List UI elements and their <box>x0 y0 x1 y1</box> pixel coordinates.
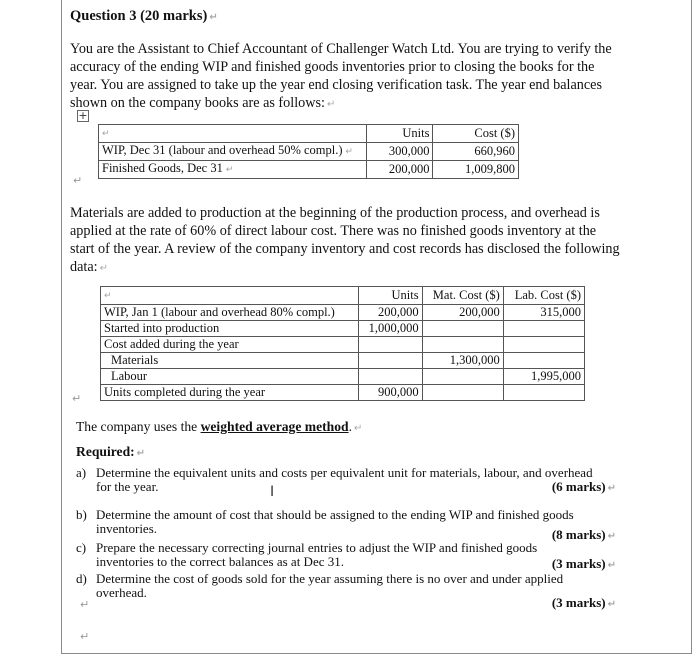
row-label: Started into production <box>101 321 359 337</box>
requirement-marks: (8 marks) <box>551 527 606 542</box>
paragraph-mark: ↵ <box>72 392 82 405</box>
method-emphasis: weighted average method <box>200 419 349 434</box>
mat-cost-value: 1,300,000 <box>422 353 503 369</box>
table-row <box>101 305 585 321</box>
table-row <box>101 353 585 369</box>
row-label: WIP, Dec 31 (labour and overhead 50% compl.) ↵ <box>99 143 367 161</box>
requirement-line: for the year. <box>96 479 159 494</box>
question-title: Question 3 (20 marks) ↵ <box>70 8 218 24</box>
required-heading: Required: ↵ <box>76 444 146 459</box>
row-label: Units completed during the year <box>101 385 359 401</box>
para-line: Materials are added to production at the beginning of the production process, and overhead is <box>70 205 600 221</box>
para-line: data: <box>70 259 98 275</box>
table-row <box>101 337 585 353</box>
requirement-line: Determine the amount of cost that should be assigned to the ending WIP and finished goods <box>96 507 574 522</box>
requirement-marks: (6 marks) <box>551 479 606 494</box>
intro-paragraph: You are the Assistant to Chief Accountant of Challenger Watch Ltd. You are trying to verify the accuracy of the ending WIP and finished goods inventories prior to closing the books for the year. You are assigned to take up the year end closing verification task. The year end balances shown on the company books are as follows: ↵ <box>70 41 612 111</box>
requirement-letter: c) <box>76 540 87 555</box>
units-value: 200,000 <box>367 161 433 179</box>
lab-cost-value <box>503 353 584 369</box>
row-label: Finished Goods, Dec 31 ↵ <box>99 161 367 179</box>
requirement-marks: (3 marks) <box>551 556 606 571</box>
units-value: 300,000 <box>367 143 433 161</box>
units-value: 900,000 <box>358 385 422 401</box>
method-sentence: The company uses the weighted average method. ↵ <box>76 419 363 434</box>
requirement-line: Determine the cost of goods sold for the year assuming there is no over and under applied <box>96 571 564 586</box>
requirement-line: Determine the equivalent units and costs per equivalent unit for materials, labour, and overhead <box>96 465 593 480</box>
para-line: applied at the rate of 60% of direct labour cost. There was no finished goods inventory at the <box>70 223 597 239</box>
row-label: Labour <box>101 369 359 385</box>
units-value <box>358 353 422 369</box>
requirement-letter: b) <box>76 507 87 522</box>
units-value: 200,000 <box>358 305 422 321</box>
para-line: start of the year. A review of the company inventory and cost records has disclosed the following <box>70 241 620 257</box>
table-header-row: ↵ Units Mat. Cost ($) Lab. Cost ($) <box>101 287 585 305</box>
materials-paragraph: Materials are added to production at the beginning of the production process, and overhead is applied at the rate of 60% of direct labour cost. There was no finished goods inventory at the start of the year. A review of the company inventory and cost records has disclosed the following data: ↵ <box>70 204 630 278</box>
row-label: Materials <box>101 353 359 369</box>
paragraph-mark: ↵ <box>80 630 90 643</box>
lab-cost-value: 1,995,000 <box>503 369 584 385</box>
requirement-line: inventories to the correct balances as at Dec 31. <box>96 554 344 569</box>
requirement-a: a) Determine the equivalent units and costs per equivalent unit for materials, labour, and overhead for the year. (6 marks) ↵ <box>76 465 616 494</box>
cost-value: 660,960 <box>433 143 519 161</box>
paragraph-mark: ↵ <box>80 598 90 611</box>
lab-cost-value <box>503 385 584 401</box>
requirement-letter: a) <box>76 465 87 480</box>
table-move-handle-icon[interactable]: + <box>78 109 88 122</box>
col-header-units: Units <box>358 287 422 305</box>
units-value <box>358 337 422 353</box>
table-row <box>101 321 585 337</box>
requirement-marks: (3 marks) <box>551 595 606 610</box>
requirement-d: d) Determine the cost of goods sold for the year assuming there is no over and under applied overhead. (3 marks) ↵ <box>76 571 616 610</box>
units-value <box>358 369 422 385</box>
requirement-line: inventories. <box>96 521 158 536</box>
lab-cost-value <box>503 337 584 353</box>
table-row <box>101 385 585 401</box>
table-row <box>99 143 519 161</box>
requirement-line: overhead. <box>96 585 147 600</box>
row-label: Cost added during the year <box>101 337 359 353</box>
mat-cost-value <box>422 321 503 337</box>
intro-line: You are the Assistant to Chief Accountant of Challenger Watch Ltd. You are trying to verify the <box>70 41 612 57</box>
row-label: WIP, Jan 1 (labour and overhead 80% compl.) <box>101 305 359 321</box>
intro-line: accuracy of the ending WIP and finished goods inventories prior to closing the books for the <box>70 59 595 75</box>
mat-cost-value: 200,000 <box>422 305 503 321</box>
mat-cost-value <box>422 337 503 353</box>
table-row <box>101 369 585 385</box>
text-cursor-icon: I <box>270 484 275 500</box>
lab-cost-value <box>503 321 584 337</box>
intro-line: shown on the company books are as follows: <box>70 95 325 111</box>
col-header-mat-cost: Mat. Cost ($) <box>422 287 503 305</box>
requirement-b: b) Determine the amount of cost that should be assigned to the ending WIP and finished goods inventories. (8 marks) ↵ <box>76 507 616 542</box>
requirement-letter: d) <box>76 571 87 586</box>
requirement-line: Prepare the necessary correcting journal entries to adjust the WIP and finished goods <box>96 540 538 555</box>
mat-cost-value <box>422 385 503 401</box>
cost-records-table <box>100 286 585 401</box>
year-end-balances-table <box>98 124 519 179</box>
mat-cost-value <box>422 369 503 385</box>
col-header-cost: Cost ($) <box>433 125 519 143</box>
cost-value: 1,009,800 <box>433 161 519 179</box>
requirement-c: c) Prepare the necessary correcting journal entries to adjust the WIP and finished goods inventories to the correct balances as at Dec 31. (3 marks) ↵ <box>76 540 616 571</box>
intro-line: year. You are assigned to take up the year end closing verification task. The year end balances <box>70 77 602 93</box>
lab-cost-value: 315,000 <box>503 305 584 321</box>
col-header-lab-cost: Lab. Cost ($) <box>503 287 584 305</box>
table-header-row: ↵ Units Cost ($) <box>99 125 519 143</box>
paragraph-mark: ↵ <box>73 174 83 187</box>
col-header-units: Units <box>367 125 433 143</box>
units-value: 1,000,000 <box>358 321 422 337</box>
table-row <box>99 161 519 179</box>
